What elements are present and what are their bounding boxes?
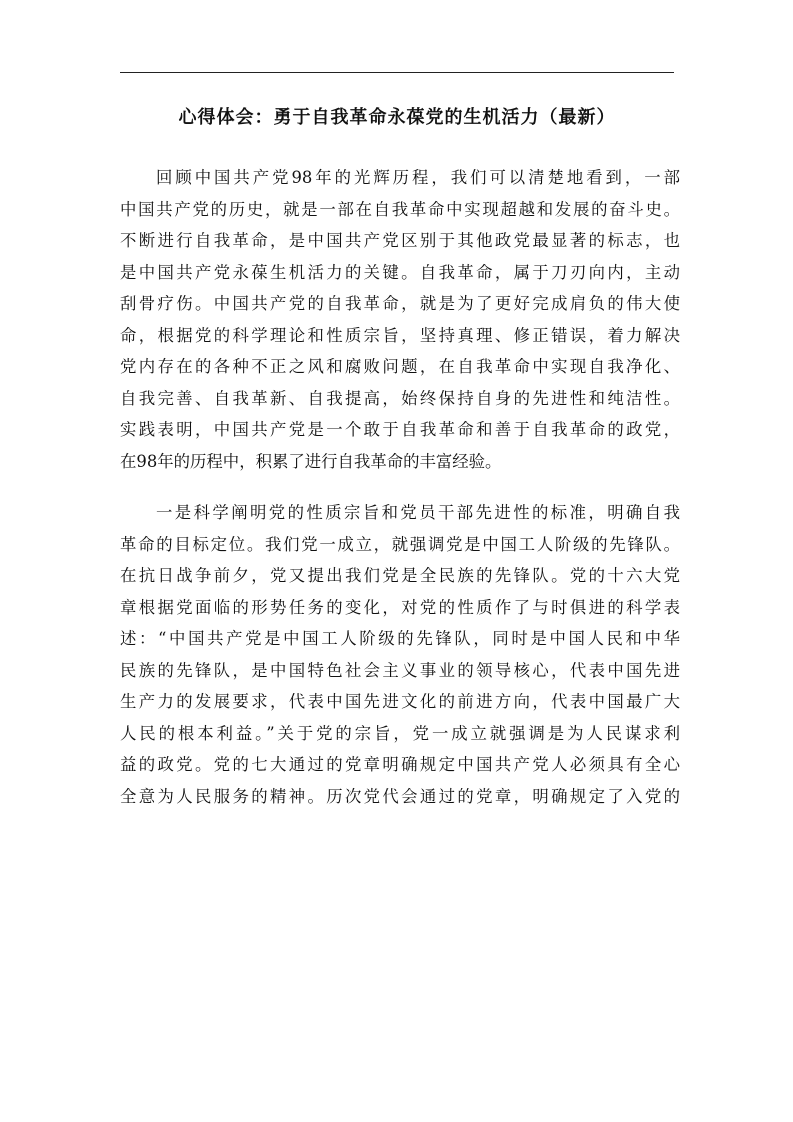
text-line: 是中国共产党永葆生机活力的关键。自我革命，属于刀刃向内，主动 <box>120 262 680 282</box>
text-line: 实践表明，中国共产党是一个敢于自我革命和善于自我革命的政党， <box>120 420 680 439</box>
text-line: 章根据党面临的形势任务的变化，对党的性质作了与时俱进的科学表 <box>120 597 680 617</box>
paragraph-2 <box>120 497 680 812</box>
text-line: 党内存在的各种不正之风和腐败问题，在自我革命中实现自我净化、 <box>120 357 680 376</box>
text-line: 在抗日战争前夕，党又提出我们党是全民族的先锋队。党的十六大党 <box>120 566 680 585</box>
text-line: 回顾中国共产党98年的光辉历程，我们可以清楚地看到，一部 <box>156 168 680 187</box>
text-line: 述：“中国共产党是中国工人阶级的先锋队，同时是中国人民和中华 <box>120 629 680 648</box>
text-line: 益的政党。党的七大通过的党章明确规定中国共产党人必须具有全心 <box>120 755 680 774</box>
text-line: 生产力的发展要求，代表中国先进文化的前进方向，代表中国最广大 <box>120 692 680 711</box>
text-line: 在98年的历程中，积累了进行自我革命的丰富经验。 <box>120 451 502 471</box>
text-line: 民族的先锋队，是中国特色社会主义事业的领导核心，代表中国先进 <box>120 660 680 680</box>
header-rule <box>120 72 674 73</box>
text-line: 刮骨疗伤。中国共产党的自我革命，就是为了更好完成肩负的伟大使 <box>120 294 680 313</box>
text-line: 革命的目标定位。我们党一成立，就强调党是中国工人阶级的先锋队。 <box>120 534 680 554</box>
paragraph-1 <box>120 162 680 477</box>
text-line: 自我完善、自我革新、自我提高，始终保持自身的先进性和纯洁性。 <box>120 388 680 408</box>
text-line: 命，根据党的科学理论和性质宗旨，坚持真理、修正错误，着力解决 <box>120 325 680 345</box>
text-line: 中国共产党的历史，就是一部在自我革命中实现超越和发展的奋斗史。 <box>120 199 680 219</box>
text-line: 一是科学阐明党的性质宗旨和党员干部先进性的标准，明确自我 <box>156 503 680 522</box>
text-line: 不断进行自我革命，是中国共产党区别于其他政党最显著的标志，也 <box>120 231 680 250</box>
document-title: 心得体会：勇于自我革命永葆党的生机活力（最新） <box>178 107 616 128</box>
text-line: 人民的根本利益。”关于党的宗旨，党一成立就强调是为人民谋求利 <box>120 723 680 743</box>
text-line: 全意为人民服务的精神。历次党代会通过的党章，明确规定了入党的 <box>120 786 680 806</box>
document-body <box>120 162 680 812</box>
